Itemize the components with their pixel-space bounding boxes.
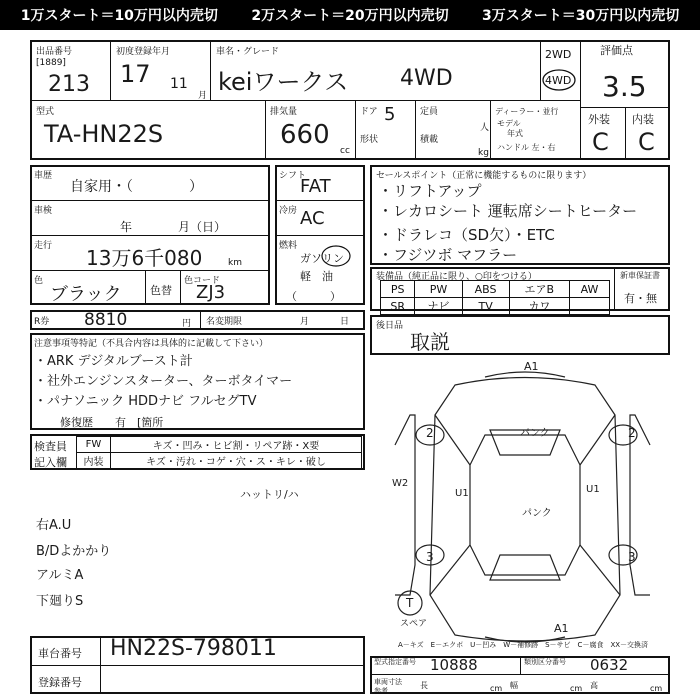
- load-unit: kg: [478, 148, 489, 158]
- color-value: ブラック: [50, 284, 122, 305]
- dimension-sub: 参考: [374, 687, 388, 695]
- equip-table: [380, 280, 610, 315]
- int-grade: C: [638, 128, 655, 156]
- dim-height-unit: cm: [650, 684, 663, 693]
- drive-circle: [540, 68, 578, 92]
- drive-4wd: 4WD: [545, 74, 572, 87]
- door-value: 5: [384, 104, 396, 125]
- name-change-month: 月: [300, 317, 310, 327]
- selling-label: セールスポイント（正常に機能するものに限ります）: [376, 171, 592, 181]
- model-value: TA-HN22S: [44, 120, 164, 148]
- equip-airbag: エアB: [509, 281, 569, 298]
- disp-unit: cc: [340, 146, 350, 156]
- remarks-value: 取説: [410, 330, 450, 354]
- equip-tv: TV: [462, 298, 509, 315]
- type-spec-label: 型式指定番号: [374, 658, 416, 666]
- reg-label: 初度登録年月: [116, 47, 171, 57]
- ext-label: 外装: [588, 113, 610, 126]
- class-label: 類別区分番号: [524, 658, 566, 666]
- fuel-diesel: 軽 油: [300, 270, 333, 283]
- type-spec-value: 10888: [430, 656, 478, 674]
- dealer-l3: 年式: [507, 129, 523, 138]
- header-item-2: 2万スタート＝20万円以内売切: [251, 8, 449, 24]
- recycle-unit: 円: [182, 319, 192, 329]
- damage-pkg-mid: パンク: [522, 508, 552, 519]
- inspector-table: [76, 436, 362, 469]
- damage-2-left: 2: [426, 426, 434, 440]
- notes-line-1: ・ARK デジタルブースト計: [34, 354, 193, 369]
- mileage-unit: km: [228, 258, 242, 268]
- plate-label: 登録番号: [38, 676, 82, 689]
- inspect-year: 年: [120, 220, 133, 234]
- fuel-gasoline: ガソリン: [300, 252, 344, 265]
- damage-u1-left: U1: [455, 488, 469, 499]
- handnote-2: B/Dよかかり: [36, 544, 112, 559]
- recycle-label: R券: [34, 317, 50, 327]
- inspector-fw-items: キズ・凹み・ヒビ割・リペア跡・X要: [110, 437, 361, 453]
- remarks-label: 後日品: [376, 321, 404, 331]
- inspector-label: 検査員: [34, 440, 67, 453]
- equip-ps: PS: [381, 281, 415, 298]
- cap-unit: 人: [480, 123, 490, 133]
- car-drive: 4WD: [400, 66, 453, 91]
- lot-label: 出品番号: [36, 47, 73, 57]
- color-code-label: 色コード: [184, 276, 221, 286]
- car-name: keiワークス: [218, 68, 349, 96]
- int-label: 内装: [632, 113, 654, 126]
- equip-abs: ABS: [462, 281, 509, 298]
- spare-tire-t: T: [406, 596, 414, 610]
- fuel-label: 燃料: [279, 241, 298, 251]
- shift-label: シフト: [279, 171, 307, 181]
- dim-width: 幅: [510, 681, 518, 690]
- notes-line-3: ・パナソニック HDDナビ フルセグTV: [34, 394, 257, 409]
- ac-value: AC: [300, 208, 325, 229]
- damage-a1-bottom: A1: [554, 622, 569, 635]
- class-value: 0632: [590, 656, 629, 674]
- selling-line-2: ・レカロシート 運転席シートヒーター: [378, 202, 638, 220]
- color-code: ZJ3: [196, 282, 226, 303]
- inspector-label-2: 記入欄: [34, 456, 67, 469]
- handnote-4: 下廻りS: [36, 594, 84, 609]
- equip-aw: AW: [570, 281, 610, 298]
- grade-label: 評価点: [600, 44, 633, 57]
- repair-history: 修復歴 有 [箇所: [60, 416, 164, 429]
- ac-label: 冷房: [279, 206, 298, 216]
- lot-sub: [1889]: [36, 58, 66, 68]
- spare-label: スペア: [400, 619, 428, 629]
- damage-2-right: 2: [628, 426, 636, 440]
- shape-label: 形状: [360, 135, 379, 145]
- grade-value: 3.5: [602, 70, 647, 103]
- cap-label: 定員: [420, 107, 439, 117]
- lot-number: 213: [48, 72, 90, 97]
- recycle-value: 8810: [84, 310, 128, 330]
- dim-height: 高: [590, 681, 598, 690]
- car-label: 車名・グレード: [216, 47, 280, 57]
- damage-3-left: 3: [426, 550, 434, 564]
- drive-2wd: 2WD: [545, 48, 572, 61]
- reg-unit: 月: [198, 91, 208, 101]
- load-label: 積載: [420, 135, 439, 145]
- chassis-number: HN22S-798011: [110, 636, 277, 661]
- dim-length: 長: [420, 681, 428, 690]
- shift-value: FAT: [300, 176, 331, 197]
- name-change-day: 日: [340, 317, 350, 327]
- mileage-label: 走行: [34, 241, 53, 251]
- inspect-label: 車検: [34, 206, 53, 216]
- dealer-l4: ハンドル 左・右: [497, 143, 556, 152]
- damage-u1-right: U1: [586, 484, 600, 495]
- damage-legend: A－キズ E－エクボ U－凹み W－補修跡 S－サビ C－腐食 XX－交換済: [398, 641, 649, 649]
- door-label: ドア: [360, 107, 378, 117]
- usage-label: 車歴: [34, 171, 53, 181]
- notes-line-2: ・社外エンジンスターター、ターボタイマー: [34, 374, 293, 389]
- reg-month: 11: [170, 76, 188, 92]
- color-change-label: 色替: [150, 284, 172, 297]
- name-change-label: 名変期限: [206, 317, 243, 327]
- dim-length-unit: cm: [490, 684, 503, 693]
- damage-a1-top: A1: [524, 360, 539, 373]
- handnote-top: ハットリ/ハ: [240, 488, 299, 501]
- recycle-box: [30, 310, 365, 330]
- inspector-fw: FW: [77, 437, 111, 453]
- model-label: 型式: [36, 107, 55, 117]
- inspector-int: 内装: [77, 453, 111, 469]
- selling-line-3: ・ドラレコ（SD欠）・ETC: [378, 226, 555, 244]
- reg-year: 17: [120, 60, 151, 88]
- equip-sr: SR: [381, 298, 415, 315]
- color-label: 色: [34, 276, 44, 286]
- disp-value: 660: [280, 120, 330, 150]
- selling-line-4: ・フジツボ マフラー: [378, 246, 518, 264]
- disp-label: 排気量: [270, 107, 298, 117]
- fuel-circle: [320, 244, 352, 268]
- inspect-month: 月（日）: [178, 220, 227, 234]
- equip-label: 装備品（純正品に限り、○印をつける）: [376, 272, 537, 282]
- notes-label: 注意事項等特記（不具合内容は具体的に記載して下さい）: [34, 339, 269, 349]
- usage-value: 自家用・（ ）: [70, 179, 203, 195]
- equip-leather: カワ: [509, 298, 569, 315]
- inspector-int-items: キズ・汚れ・コゲ・穴・ス・キレ・破し: [110, 453, 361, 469]
- damage-3-right: 3: [628, 550, 636, 564]
- chassis-label: 車台番号: [38, 647, 82, 660]
- mileage-value: 13万6千080: [86, 246, 203, 270]
- dimension-label: 車両寸法: [374, 678, 402, 686]
- warranty-label: 新車保証書: [620, 271, 660, 280]
- selling-line-1: ・リフトアップ: [378, 182, 482, 200]
- ext-grade: C: [592, 128, 609, 156]
- damage-w2: W2: [392, 478, 409, 489]
- dealer-l1: ディーラー・並行: [495, 107, 559, 116]
- equip-pw: PW: [415, 281, 462, 298]
- header-item-1: 1万スタート＝10万円以内売切: [20, 8, 218, 24]
- dim-width-unit: cm: [570, 684, 583, 693]
- handnote-3: アルミA: [36, 568, 84, 583]
- header-item-3: 3万スタート＝30万円以内売切: [482, 8, 680, 24]
- dealer-l2: モデル: [497, 119, 521, 128]
- fuel-other: （ ）: [286, 290, 341, 303]
- header-banner: [0, 0, 700, 30]
- handnote-1: 右A.U: [36, 518, 72, 533]
- equip-navi: ナビ: [415, 298, 462, 315]
- damage-pkg-top: パンク: [520, 428, 550, 439]
- warranty-value: 有・無: [624, 292, 657, 305]
